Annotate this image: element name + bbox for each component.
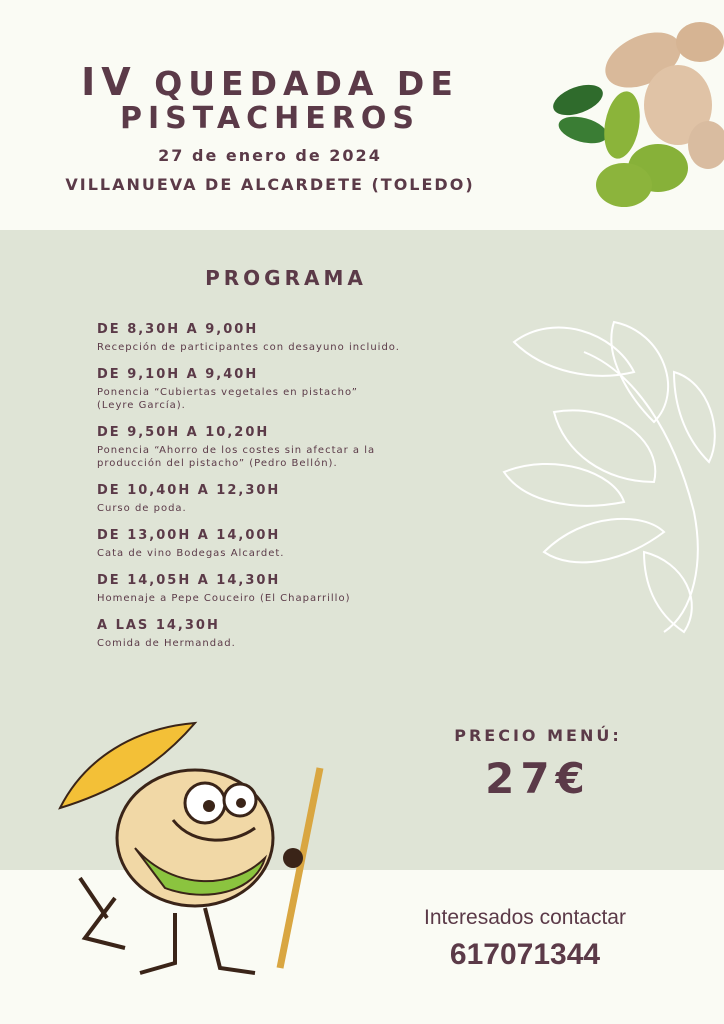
program-item bbox=[97, 483, 497, 515]
program-item bbox=[97, 618, 497, 650]
leaf-outline-illustration bbox=[494, 312, 724, 642]
event-title-prefix: IV bbox=[81, 60, 137, 104]
price-label: PRECIO MENÚ: bbox=[454, 726, 622, 745]
event-title-line1 bbox=[0, 60, 540, 104]
program-item bbox=[97, 367, 497, 412]
program-item-desc: Ponencia “Cubiertas vegetales en pistacho” (Leyre García). bbox=[97, 387, 358, 411]
program-item-time: DE 9,10H A 9,40H bbox=[97, 367, 259, 382]
pistachio-mascot-illustration bbox=[55, 718, 330, 983]
program-item bbox=[97, 528, 497, 560]
program-item-desc: Curso de poda. bbox=[97, 503, 187, 514]
program-item-time: DE 8,30H A 9,00H bbox=[97, 322, 259, 337]
contact-label: Interesados contactar bbox=[424, 906, 626, 929]
program-item bbox=[97, 425, 497, 470]
program-item bbox=[97, 322, 497, 354]
program-list bbox=[97, 322, 497, 663]
contact-phone[interactable]: 617071344 bbox=[449, 938, 601, 971]
program-item-time: A LAS 14,30H bbox=[97, 618, 220, 633]
program-heading: PROGRAMA bbox=[205, 266, 367, 290]
program-item-time: DE 10,40H A 12,30H bbox=[97, 483, 281, 498]
event-title-text: QUEDADA DE bbox=[154, 64, 459, 103]
event-place: VILLANUEVA DE ALCARDETE (TOLEDO) bbox=[65, 175, 475, 194]
program-item-desc: Ponencia “Ahorro de los costes sin afectar a la producción del pistacho” (Pedro Bellón). bbox=[97, 445, 376, 469]
program-item-time: DE 14,05H A 14,30H bbox=[97, 573, 281, 588]
event-title-line2: PISTACHEROS bbox=[120, 101, 420, 136]
program-item-desc: Comida de Hermandad. bbox=[97, 638, 236, 649]
program-item-desc: Recepción de participantes con desayuno incluido. bbox=[97, 342, 400, 353]
program-item-desc: Cata de vino Bodegas Alcardet. bbox=[97, 548, 285, 559]
program-item-time: DE 9,50H A 10,20H bbox=[97, 425, 270, 440]
program-item bbox=[97, 573, 497, 605]
pistachio-photo bbox=[548, 10, 724, 215]
price-value: 27€ bbox=[485, 754, 591, 803]
program-item-time: DE 13,00H A 14,00H bbox=[97, 528, 281, 543]
program-item-desc: Homenaje a Pepe Couceiro (El Chaparrillo) bbox=[97, 593, 351, 604]
event-date: 27 de enero de 2024 bbox=[158, 146, 382, 165]
